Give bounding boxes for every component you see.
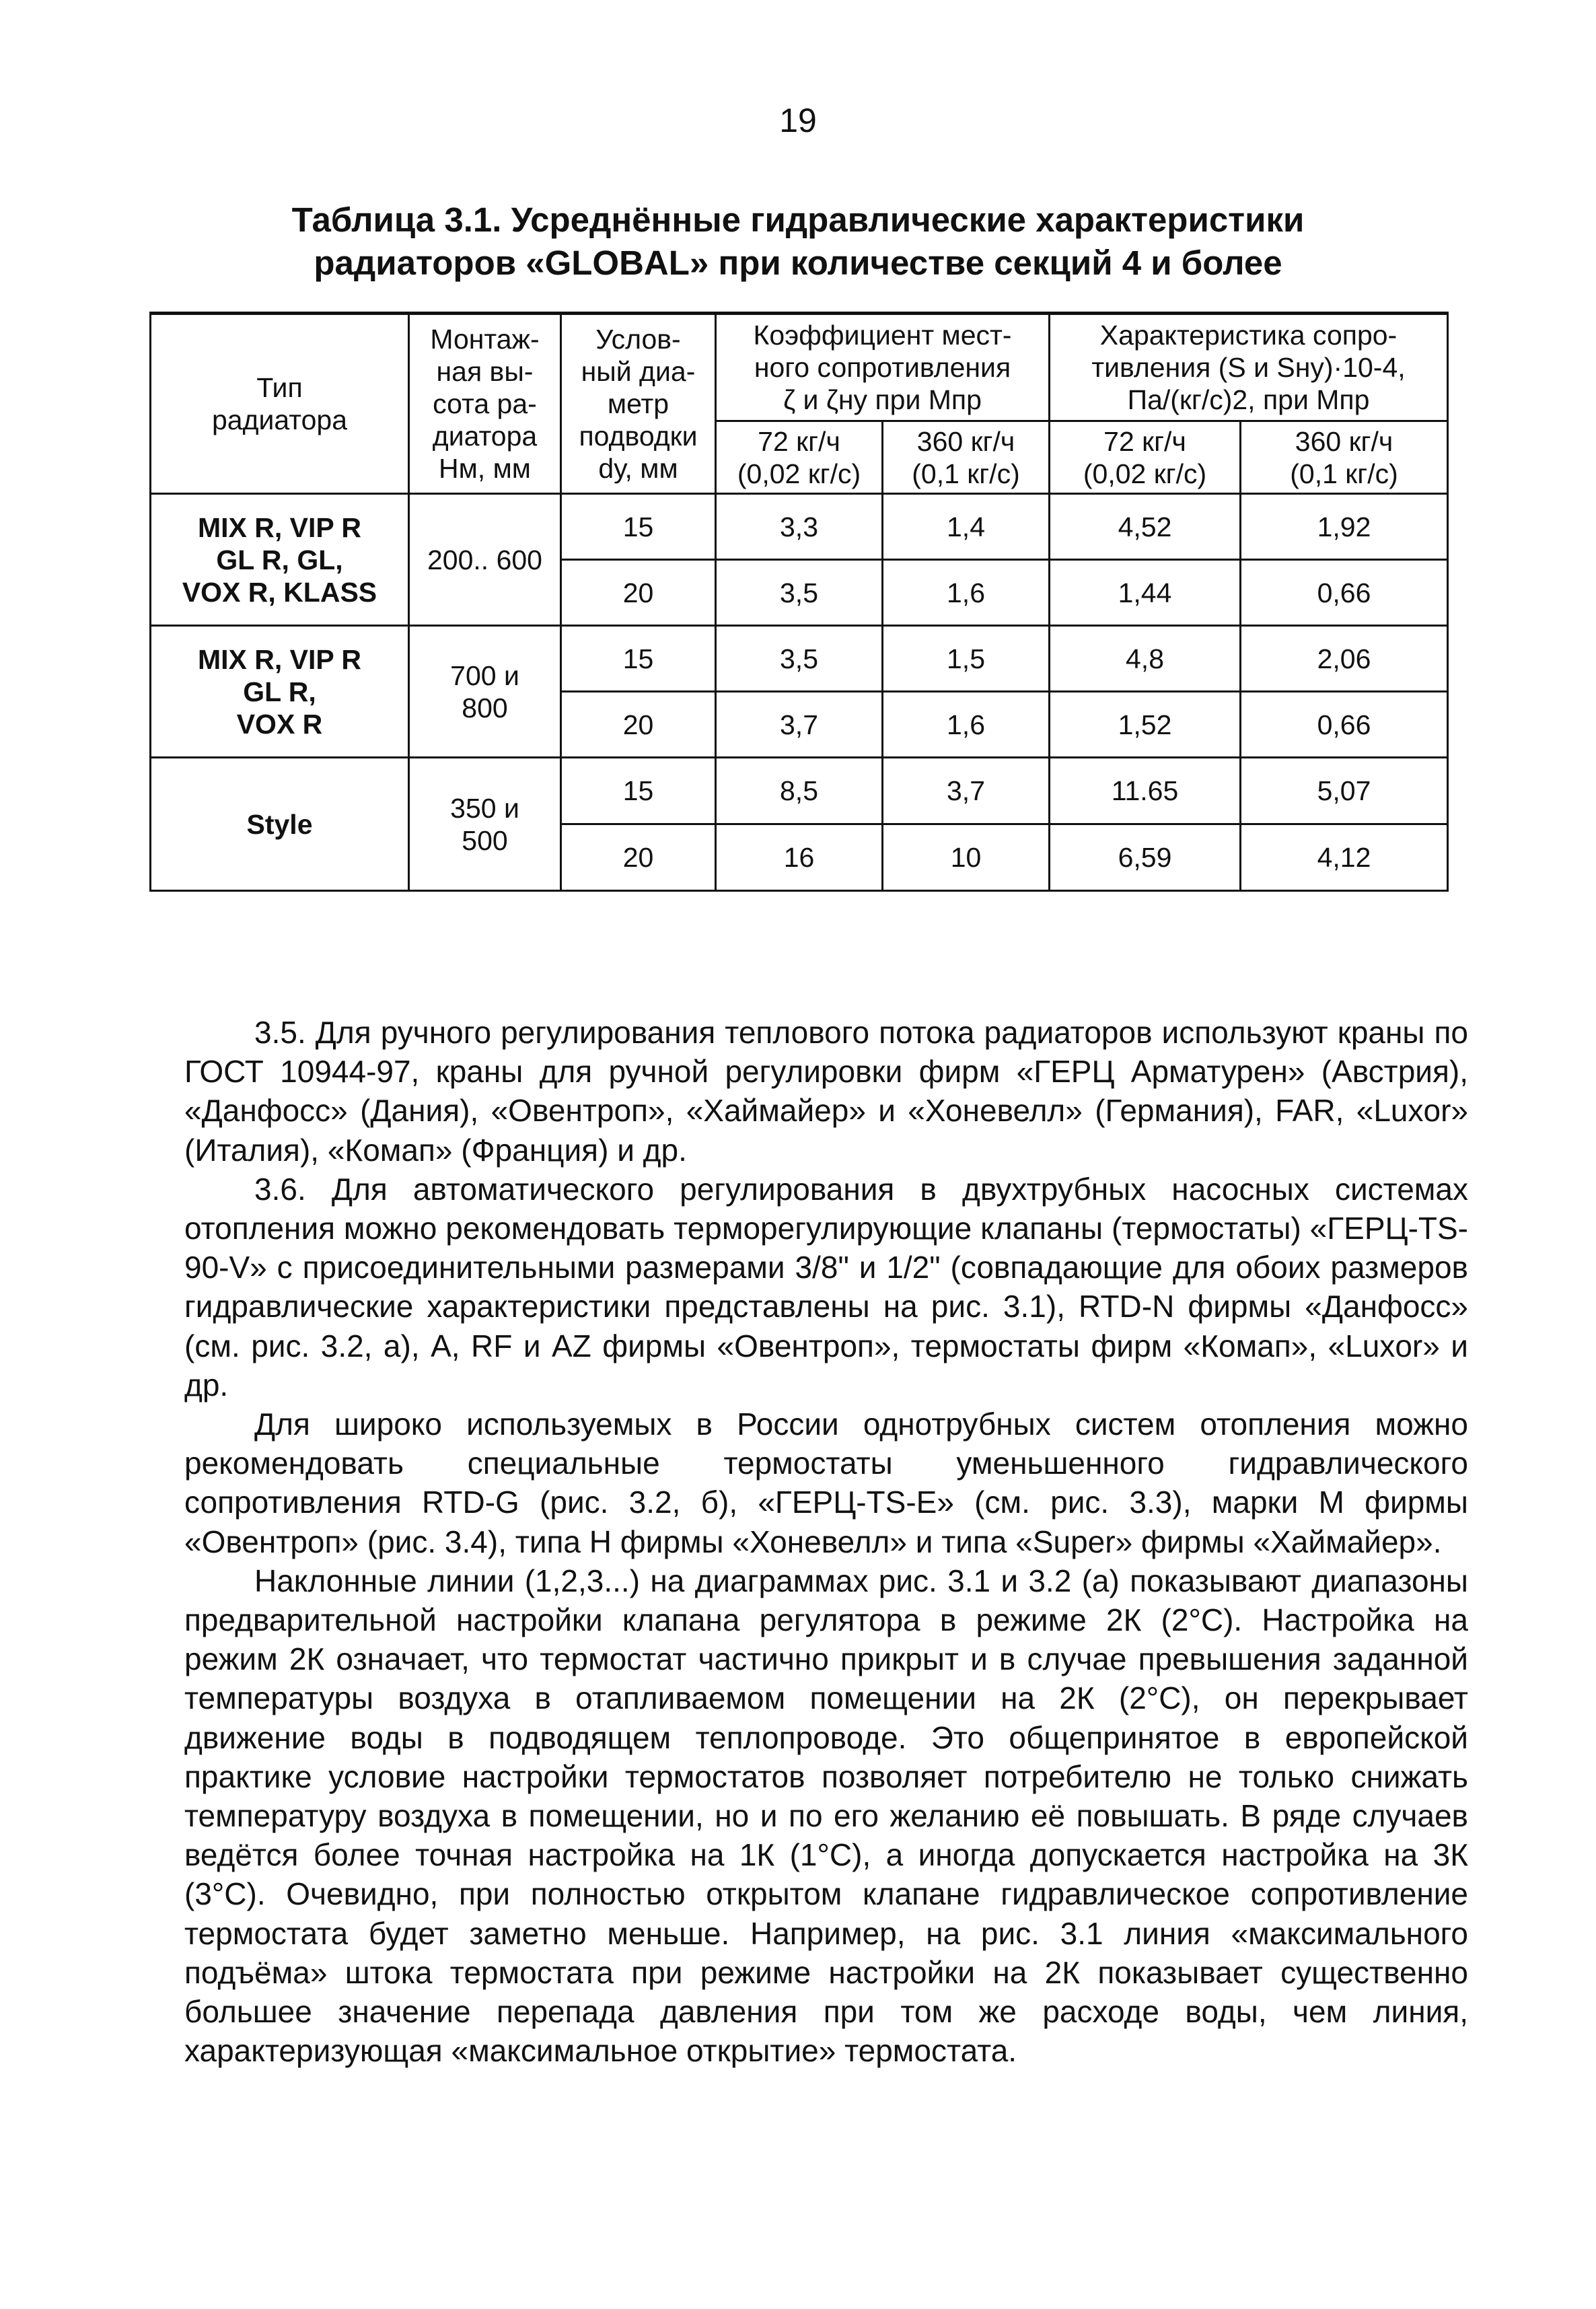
zeta-72-cell: 3,7 bbox=[716, 692, 883, 758]
hydraulic-characteristics-table bbox=[149, 312, 1449, 892]
table-header-row bbox=[151, 314, 1448, 421]
zeta-72-cell: 3,5 bbox=[716, 626, 883, 692]
diameter-cell: 15 bbox=[561, 758, 716, 824]
zeta-360-cell: 10 bbox=[883, 824, 1050, 891]
page-number: 19 bbox=[779, 102, 817, 139]
header-height-line: Hм, мм bbox=[439, 453, 531, 484]
radiator-type-cell bbox=[151, 758, 409, 891]
diameter-cell: 20 bbox=[561, 824, 716, 891]
header-coefficient-line: ного сопротивления bbox=[754, 352, 1011, 383]
mounting-height-cell-line: 800 bbox=[462, 692, 508, 723]
header-diameter-line: ный диа- bbox=[581, 356, 696, 387]
paragraph: 3.5. Для ручного регулирования теплового потока радиаторов используют краны по ГОСТ 10944-97, краны для ручной регулировки фирм «ГЕРЦ Арматурен» (Австрия), «Данфосс» (Дания), «Овентроп», «Хаймайер» и «Хоневелл» (Германия), FAR, «Luxor» (Италия), «Комап» (Франция) и др. bbox=[184, 1015, 1468, 1168]
resistance-360-cell: 4,12 bbox=[1241, 824, 1448, 891]
header-resistance-line: Характеристика сопро- bbox=[1099, 320, 1398, 351]
header-flow-72-line: 72 кг/ч bbox=[1103, 425, 1186, 457]
header-flow-360-line: 360 кг/ч bbox=[916, 425, 1015, 457]
resistance-360-cell: 1,92 bbox=[1241, 494, 1448, 560]
header-coefficient-line: Коэффициент мест- bbox=[753, 320, 1012, 351]
radiator-type-cell bbox=[151, 626, 409, 758]
header-flow-360-line: (0,1 кг/с) bbox=[912, 458, 1020, 489]
resistance-72-cell: 4,8 bbox=[1050, 626, 1241, 692]
header-resistance-line: тивления (S и Sну)·10-4, bbox=[1091, 352, 1406, 383]
header-flow-360 bbox=[1241, 421, 1448, 494]
header-resistance-line: Па/(кг/с)2, при Мпр bbox=[1127, 384, 1370, 415]
radiator-type-cell-line: MIX R, VIP R bbox=[197, 511, 362, 543]
radiator-type-cell-line: GL R, bbox=[243, 676, 316, 707]
resistance-72-cell: 4,52 bbox=[1050, 494, 1241, 560]
header-flow-360-line: (0,1 кг/с) bbox=[1290, 458, 1398, 489]
header-type-line: радиатора bbox=[211, 404, 348, 435]
diameter-cell: 15 bbox=[561, 494, 716, 560]
header-diameter bbox=[561, 314, 716, 494]
header-diameter-line: dу, мм bbox=[598, 453, 678, 484]
mounting-height-cell bbox=[409, 758, 561, 891]
mounting-height-cell-line: 200.. 600 bbox=[427, 544, 542, 575]
header-flow-72-line: (0,02 кг/с) bbox=[737, 458, 861, 489]
zeta-360-cell: 1,6 bbox=[883, 560, 1050, 626]
header-diameter-line: метр bbox=[607, 388, 669, 419]
header-type bbox=[151, 314, 409, 494]
caption-line-2: радиаторов «GLOBAL» при количестве секций 4 и более bbox=[314, 244, 1282, 282]
resistance-360-cell: 0,66 bbox=[1241, 560, 1448, 626]
header-flow-360 bbox=[883, 421, 1050, 494]
header-coefficient bbox=[716, 314, 1050, 421]
zeta-72-cell: 3,5 bbox=[716, 560, 883, 626]
header-height-line: диатора bbox=[432, 421, 538, 452]
table-row bbox=[151, 494, 1448, 560]
zeta-72-cell: 8,5 bbox=[716, 758, 883, 824]
table-row bbox=[151, 758, 1448, 824]
paragraph: Для широко используемых в России однотрубных систем отопления можно рекомендовать специальные термостаты уменьшенного гидравлического сопротивления RTD-G (рис. 3.2, б), «ГЕРЦ-TS-E» (см. рис. 3.3), марки M фирмы «Овентроп» (рис. 3.4), типа H фирмы «Хоневелл» и типа «Super» фирмы «Хаймайер». bbox=[184, 1407, 1468, 1559]
radiator-type-cell-line: Style bbox=[246, 808, 313, 840]
resistance-360-cell: 5,07 bbox=[1241, 758, 1448, 824]
mounting-height-cell bbox=[409, 494, 561, 626]
header-coefficient-line: ζ и ζну при Мпр bbox=[783, 384, 982, 415]
header-height-line: ная вы- bbox=[436, 356, 534, 387]
radiator-type-cell-line: MIX R, VIP R bbox=[197, 643, 362, 675]
zeta-360-cell: 1,6 bbox=[883, 692, 1050, 758]
mounting-height-cell-line: 700 и bbox=[450, 660, 519, 691]
diameter-cell: 20 bbox=[561, 560, 716, 626]
radiator-type-cell bbox=[151, 494, 409, 626]
zeta-360-cell: 1,4 bbox=[883, 494, 1050, 560]
caption-line-1: Таблица 3.1. Усреднённые гидравлические характеристики bbox=[291, 201, 1305, 239]
header-flow-72-line: 72 кг/ч bbox=[758, 425, 840, 457]
paragraph: 3.6. Для автоматического регулирования в двухтрубных насосных системах отопления можно рекомендовать терморегулирующие клапаны (термостаты) «ГЕРЦ-TS-90-V» с присоединительными размерами 3/8" и 1/2" (совпадающие для обоих размеров гидравлические характеристики представлены на рис. 3.1), RTD-N фирмы «Данфосс» (см. рис. 3.2, а), A, RF и AZ фирмы «Овентроп», термостаты фирм «Комап», «Luxor» и др. bbox=[184, 1171, 1468, 1402]
resistance-360-cell: 0,66 bbox=[1241, 692, 1448, 758]
diameter-cell: 20 bbox=[561, 692, 716, 758]
header-height-line: сота ра- bbox=[433, 388, 537, 419]
header-height-line: Монтаж- bbox=[430, 324, 540, 355]
mounting-height-cell-line: 350 и bbox=[450, 792, 519, 824]
zeta-72-cell: 3,3 bbox=[716, 494, 883, 560]
header-resistance bbox=[1050, 314, 1448, 421]
header-height bbox=[409, 314, 561, 494]
diameter-cell: 15 bbox=[561, 626, 716, 692]
body-text bbox=[184, 1013, 1468, 2070]
radiator-type-cell-line: VOX R, KLASS bbox=[182, 576, 377, 608]
header-flow-72 bbox=[1050, 421, 1241, 494]
resistance-72-cell: 6,59 bbox=[1050, 824, 1241, 891]
mounting-height-cell-line: 500 bbox=[462, 824, 508, 856]
resistance-360-cell: 2,06 bbox=[1241, 626, 1448, 692]
table-row bbox=[151, 626, 1448, 692]
radiator-type-cell-line: VOX R bbox=[236, 708, 323, 740]
zeta-72-cell: 16 bbox=[716, 824, 883, 891]
zeta-360-cell: 3,7 bbox=[883, 758, 1050, 824]
header-flow-360-line: 360 кг/ч bbox=[1295, 425, 1393, 457]
table-caption bbox=[0, 199, 1596, 285]
paragraph: Наклонные линии (1,2,3...) на диаграммах рис. 3.1 и 3.2 (а) показывают диапазоны предварительной настройки клапана регулятора в режиме 2К (2°C). Настройка на режим 2К означает, что термостат частично прикрыт и в случае превышения заданной температуры воздуха в отапливаемом помещении на 2К (2°C), он перекрывает движение воды в подводящем теплопроводе. Это общепринятое в европейской практике условие настройки термостатов позволяет потребителю не только снижать температуру воздуха в помещении, но и по его желанию её повышать. В ряде случаев ведётся более точная настройка на 1К (1°C), а иногда допускается настройка на 3К (3°C). Очевидно, при полностью открытом клапане гидравлическое сопротивление термостата будет заметно меньше. Например, на рис. 3.1 линия «максимального подъёма» штока термостата при режиме настройки на 2К показывает существенно большее значение перепада давления при том же расходе воды, чем линия, характеризующая «максимальное открытие» термостата. bbox=[184, 1563, 1468, 2069]
mounting-height-cell bbox=[409, 626, 561, 758]
header-diameter-line: подводки bbox=[579, 421, 698, 452]
zeta-360-cell: 1,5 bbox=[883, 626, 1050, 692]
header-diameter-line: Услов- bbox=[595, 324, 681, 355]
header-type-line: Тип bbox=[256, 372, 303, 403]
resistance-72-cell: 11.65 bbox=[1050, 758, 1241, 824]
resistance-72-cell: 1,44 bbox=[1050, 560, 1241, 626]
resistance-72-cell: 1,52 bbox=[1050, 692, 1241, 758]
header-flow-72-line: (0,02 кг/с) bbox=[1083, 458, 1207, 489]
radiator-type-cell-line: GL R, GL, bbox=[216, 544, 343, 575]
header-flow-72 bbox=[716, 421, 883, 494]
